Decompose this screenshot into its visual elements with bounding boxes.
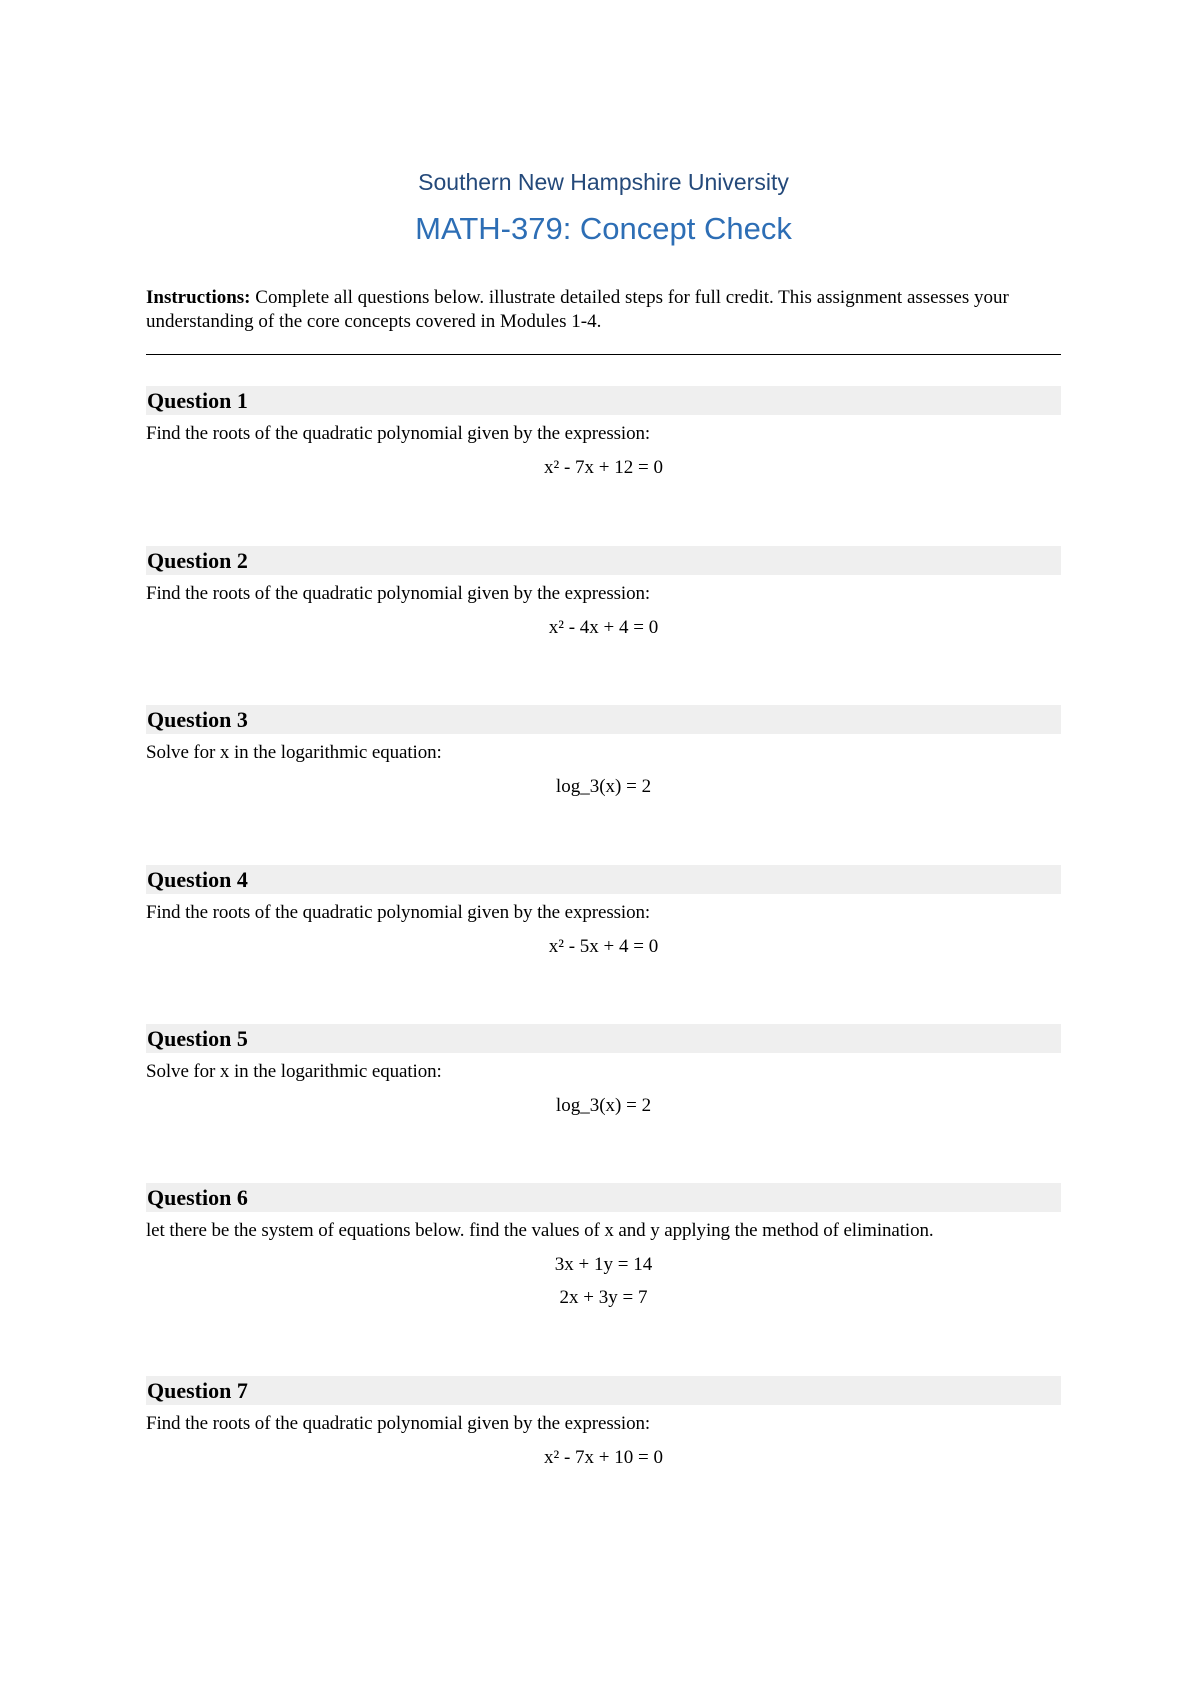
- question-prompt: Solve for x in the logarithmic equation:: [146, 1061, 442, 1082]
- question-title: Question 7: [146, 1376, 1061, 1405]
- question-equation: x² - 4x + 4 = 0: [548, 617, 659, 638]
- question-5: [146, 1024, 1061, 1118]
- question-2: [146, 546, 1061, 640]
- question-prompt: Find the roots of the quadratic polynomial given by the expression:: [146, 902, 651, 923]
- question-title: Question 1: [146, 386, 1061, 415]
- course-title: MATH-379: Concept Check: [415, 211, 792, 246]
- question-equation: x² - 7x + 12 = 0: [544, 457, 663, 478]
- university-name: Southern New Hampshire University: [418, 169, 789, 195]
- instructions: [146, 286, 1061, 334]
- question-title: Question 4: [146, 865, 1061, 894]
- question-prompt: let there be the system of equations below. find the values of x and y applying the method of elimination.: [146, 1220, 934, 1241]
- instructions-text: Complete all questions below. illustrate detailed steps for full credit. This assignment assesses your understanding of the core concepts covered in Modules 1-4.: [146, 287, 1009, 332]
- question-prompt: Find the roots of the quadratic polynomial given by the expression:: [146, 1413, 651, 1434]
- question-equation: x² - 7x + 10 = 0: [544, 1447, 663, 1468]
- question-title: Question 6: [146, 1183, 1061, 1212]
- question-title: Question 2: [146, 546, 1061, 575]
- question-prompt: Find the roots of the quadratic polynomial given by the expression:: [146, 583, 651, 604]
- divider: [146, 354, 1061, 355]
- question-equation: x² - 5x + 4 = 0: [548, 936, 659, 957]
- instructions-label: Instructions:: [146, 287, 251, 308]
- question-3: [146, 705, 1061, 799]
- question-prompt: Find the roots of the quadratic polynomial given by the expression:: [146, 423, 651, 444]
- question-1: [146, 386, 1061, 480]
- question-7: [146, 1376, 1061, 1470]
- question-title: Question 5: [146, 1024, 1061, 1053]
- question-equation: log_3(x) = 2: [555, 776, 652, 797]
- question-equation: log_3(x) = 2: [555, 1095, 652, 1116]
- question-equation: 2x + 3y = 7: [559, 1287, 648, 1308]
- question-4: [146, 865, 1061, 959]
- question-6: [146, 1183, 1061, 1310]
- question-equation: 3x + 1y = 14: [554, 1254, 653, 1275]
- question-prompt: Solve for x in the logarithmic equation:: [146, 742, 442, 763]
- question-title: Question 3: [146, 705, 1061, 734]
